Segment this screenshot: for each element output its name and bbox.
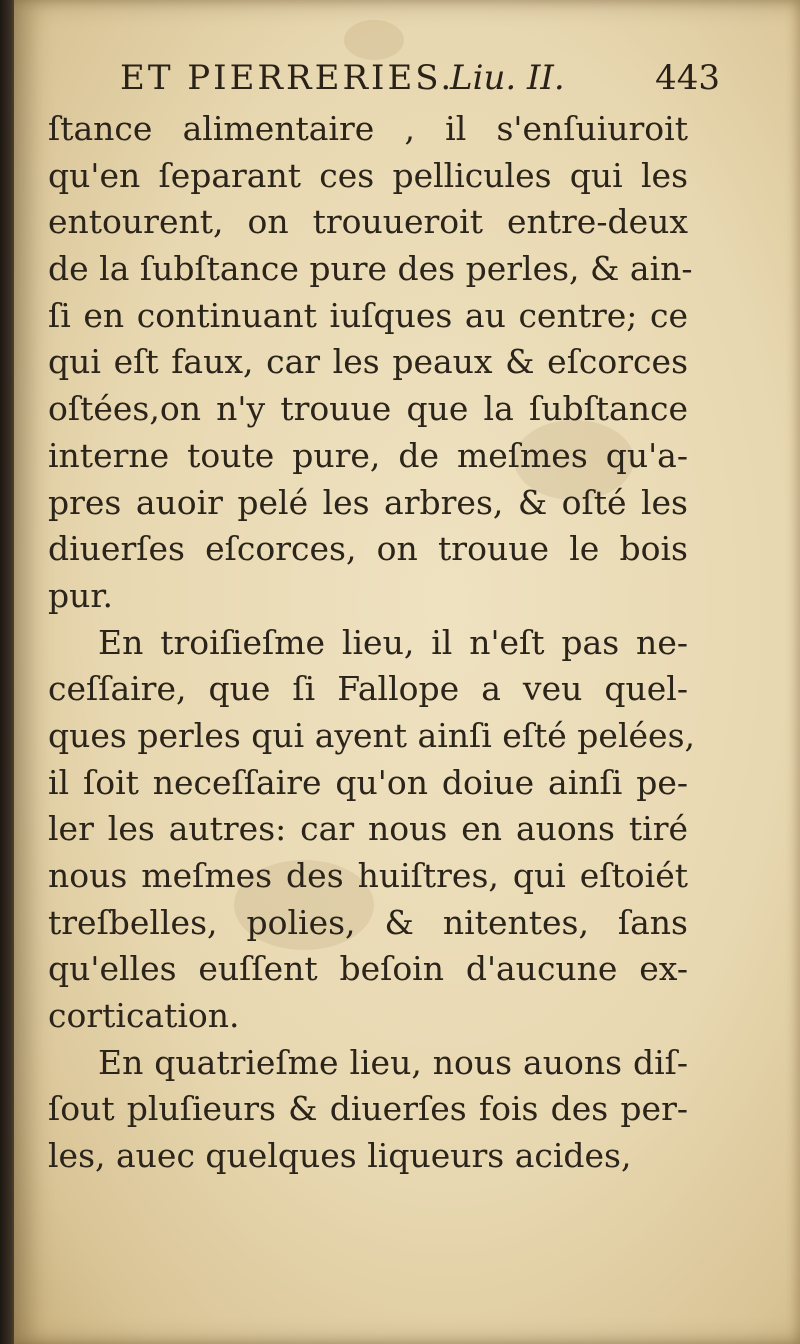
text-line: qui eſt faux, car les peaux & eſcorces <box>48 342 688 382</box>
paragraph-start-line: En quatrieſme lieu, nous auons diſ- <box>98 1042 688 1082</box>
text-line: ques perles qui ayent ainſi eſté pelées, <box>48 715 695 755</box>
page-number: 443 <box>655 58 720 98</box>
paper-stain <box>344 20 404 60</box>
paragraph-end-line: pur. <box>48 575 114 615</box>
paragraph-start-line: En troiſieſme lieu, il n'eſt pas ne- <box>98 622 688 662</box>
text-line: il ſoit neceſſaire qu'on doiue ainſi pe- <box>48 762 688 802</box>
text-line: pres auoir pelé les arbres, & oſté les <box>48 482 688 522</box>
book-number: Liu. II. <box>450 58 565 98</box>
text-line: de la ſubſtance pure des perles, & ain- <box>48 249 693 289</box>
text-line: ſi en continuant iuſques au centre; ce <box>48 295 688 335</box>
text-line: les, auec quelques liqueurs acides, <box>48 1136 632 1176</box>
body-text <box>48 106 695 1180</box>
text-line: ſout pluſieurs & diuerſes fois des per- <box>48 1089 688 1129</box>
text-line: entourent, on trouueroit entre-deux <box>48 202 688 242</box>
text-line: diuerſes eſcorces, on trouue le bois <box>48 529 688 569</box>
text-line: oſtées,on n'y trouue que la ſubſtance <box>48 389 688 429</box>
text-line: treſbelles, polies, & nitentes, ſans <box>48 902 688 942</box>
text-line: interne toute pure, de meſmes qu'a- <box>48 435 688 475</box>
text-line: qu'elles euſſent beſoin d'aucune ex- <box>48 949 688 989</box>
running-title: ET PIERRERIES. <box>120 58 455 98</box>
page-header <box>120 58 720 106</box>
text-line: ceſſaire, que ſi Fallope a veu quel- <box>48 669 688 709</box>
text-line: qu'en ſeparant ces pellicules qui les <box>48 155 688 195</box>
paragraph-end-line: cortication. <box>48 996 240 1036</box>
text-line: ler les autres: car nous en auons tiré <box>48 809 688 849</box>
text-line: nous meſmes des huiſtres, qui eſtoiét <box>48 856 688 895</box>
text-line: ſtance alimentaire , il s'enſuiuroit <box>48 109 688 148</box>
